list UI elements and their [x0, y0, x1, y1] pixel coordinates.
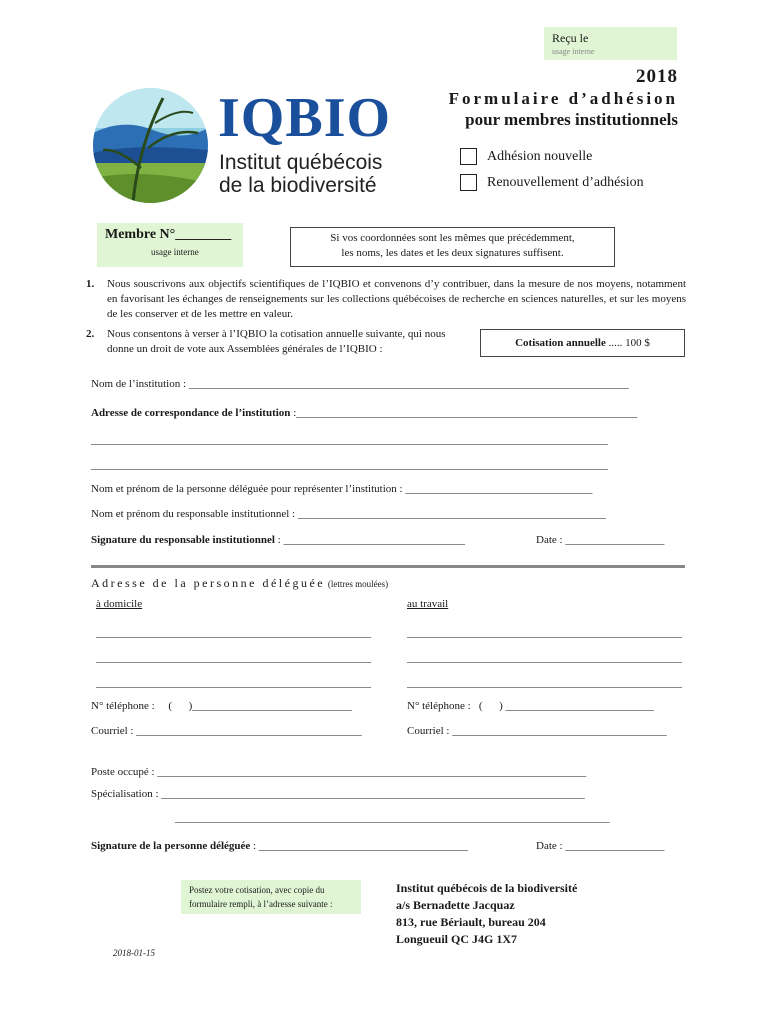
delegate-address-title-text: Adresse de la personne déléguée: [91, 576, 326, 590]
responsible-name-field[interactable]: Nom et prénom du responsable institutionnel : ________________________________________________________: [91, 508, 606, 520]
delegate-address-title-note: (lettres moulées): [327, 579, 389, 589]
form-version-date: 2018-01-15: [113, 948, 155, 958]
home-phone-field[interactable]: N° téléphone : ( )_____________________________: [91, 700, 352, 712]
received-note: usage interne: [552, 47, 595, 56]
point-1-text: Nous souscrivons aux objectifs scientifiques de l’IQBIO et convenons d’y contribuer, dans la mesure de nos moyens, notamment en favorisant les échanges de renseignements sur les collections québécoises de recherche en sciences naturelles, et sur les moyens de les conserver et de les mettre en valeur.: [107, 278, 686, 320]
logo-name: IQBIO: [218, 87, 392, 149]
mailing-address-line1: Institut québécois de la biodiversité: [396, 881, 578, 895]
renewal-label: Renouvellement d’adhésion: [487, 175, 644, 190]
home-address-line3[interactable]: __________________________________________________: [96, 677, 371, 689]
work-address-line3[interactable]: __________________________________________________: [407, 677, 682, 689]
work-address-line1[interactable]: __________________________________________________: [407, 627, 682, 639]
coordinates-note-line1: Si vos coordonnées sont les mêmes que précédemment,: [330, 232, 575, 244]
coordinates-note: [290, 227, 615, 267]
mailing-instructions-line2: formulaire rempli, à l’adresse suivante :: [189, 899, 333, 909]
institution-name-field[interactable]: Nom de l’institution : ________________________________________________________________________________: [91, 378, 629, 390]
logo-subtitle-line1: Institut québécois: [219, 151, 383, 174]
mailing-address: [396, 880, 577, 948]
member-number-box: [97, 223, 243, 267]
institution-name-label: Nom de l’institution :: [91, 378, 189, 390]
institution-address-field[interactable]: Adresse de correspondance de l’institution :______________________________________________________________: [91, 407, 638, 419]
responsible-date-label: Date :: [536, 534, 566, 546]
home-email-field[interactable]: Courriel : _________________________________________: [91, 725, 362, 737]
home-address-line2[interactable]: __________________________________________________: [96, 652, 371, 664]
work-address-heading: au travail: [407, 598, 449, 610]
work-phone-label: N° téléphone :: [407, 700, 471, 712]
point-2: [86, 327, 471, 357]
delegate-date-field[interactable]: Date : __________________: [536, 840, 665, 852]
specialisation-label: Spécialisation :: [91, 788, 162, 800]
mailing-instructions: [181, 880, 361, 914]
logo-subtitle-line2: de la biodiversité: [219, 174, 377, 197]
home-email-label: Courriel :: [91, 725, 137, 737]
new-membership-label: Adhésion nouvelle: [487, 149, 593, 164]
responsible-signature-label: Signature du responsable institutionnel: [91, 534, 275, 546]
logo-emblem-icon: [93, 88, 208, 203]
annual-fee-value: ..... 100 $: [608, 337, 650, 349]
work-phone-field[interactable]: N° téléphone : ( ) ___________________________: [407, 700, 654, 712]
specialisation-field[interactable]: Spécialisation : _____________________________________________________________________________: [91, 788, 585, 800]
form-subtitle: pour membres institutionnels: [465, 110, 678, 129]
responsible-name-label: Nom et prénom du responsable institutionnel :: [91, 508, 298, 520]
mailing-address-line3: 813, rue Bériault, bureau 204: [396, 915, 546, 929]
institution-address-line2[interactable]: ______________________________________________________________________________________________: [91, 434, 608, 446]
work-email-label: Courriel :: [407, 725, 453, 737]
point-1: [86, 277, 686, 322]
work-email-field[interactable]: Courriel : _______________________________________: [407, 725, 667, 737]
mailing-address-line2: a/s Bernadette Jacquaz: [396, 898, 515, 912]
member-number-label: Membre N°________: [105, 227, 232, 242]
home-address-heading: à domicile: [96, 598, 143, 610]
received-label: Reçu le: [552, 31, 589, 45]
delegate-signature-label: Signature de la personne déléguée: [91, 840, 251, 852]
form-title: Formulaire d’adhésion: [448, 89, 678, 108]
position-field[interactable]: Poste occupé : ______________________________________________________________________________: [91, 766, 587, 778]
received-box: [544, 27, 677, 60]
delegate-address-title: [91, 576, 388, 591]
responsible-signature-field[interactable]: Signature du responsable institutionnel : _________________________________: [91, 534, 465, 546]
point-2-text: Nous consentons à verser à l’IQBIO la cotisation annuelle suivante, qui nous donne un droit de vote aux Assemblées générales de l’IQBIO :: [107, 328, 446, 355]
annual-fee-box: [480, 329, 685, 357]
delegate-signature-field[interactable]: Signature de la personne déléguée : ______________________________________: [91, 840, 468, 852]
mailing-address-line4: Longueuil QC J4G 1X7: [396, 932, 518, 946]
delegate-date-label: Date :: [536, 840, 566, 852]
coordinates-note-line2: les noms, les dates et les deux signatures suffisent.: [341, 247, 564, 259]
delegate-name-field[interactable]: Nom et prénom de la personne déléguée pour représenter l’institution : __________________________________: [91, 483, 593, 495]
responsible-date-field[interactable]: Date : __________________: [536, 534, 665, 546]
form-year: 2018: [636, 66, 678, 87]
position-label: Poste occupé :: [91, 766, 158, 778]
point-1-number: 1.: [86, 278, 95, 290]
work-address-line2[interactable]: __________________________________________________: [407, 652, 682, 664]
institution-address-line3[interactable]: ______________________________________________________________________________________________: [91, 459, 608, 471]
specialisation-line2[interactable]: _______________________________________________________________________________: [175, 812, 610, 824]
logo-subtitle: [219, 151, 382, 197]
member-number-note: usage interne: [151, 247, 199, 257]
mailing-instructions-line1: Postez votre cotisation, avec copie du: [189, 885, 325, 895]
delegate-name-label: Nom et prénom de la personne déléguée pour représenter l’institution :: [91, 483, 406, 495]
annual-fee-label: Cotisation annuelle: [515, 337, 606, 349]
renewal-checkbox[interactable]: [460, 174, 477, 191]
home-phone-label: N° téléphone :: [91, 700, 155, 712]
new-membership-checkbox[interactable]: [460, 148, 477, 165]
section-divider: [91, 565, 685, 568]
point-2-number: 2.: [86, 328, 95, 340]
institution-address-label: Adresse de correspondance de l’institution: [91, 407, 291, 419]
home-address-line1[interactable]: __________________________________________________: [96, 627, 371, 639]
